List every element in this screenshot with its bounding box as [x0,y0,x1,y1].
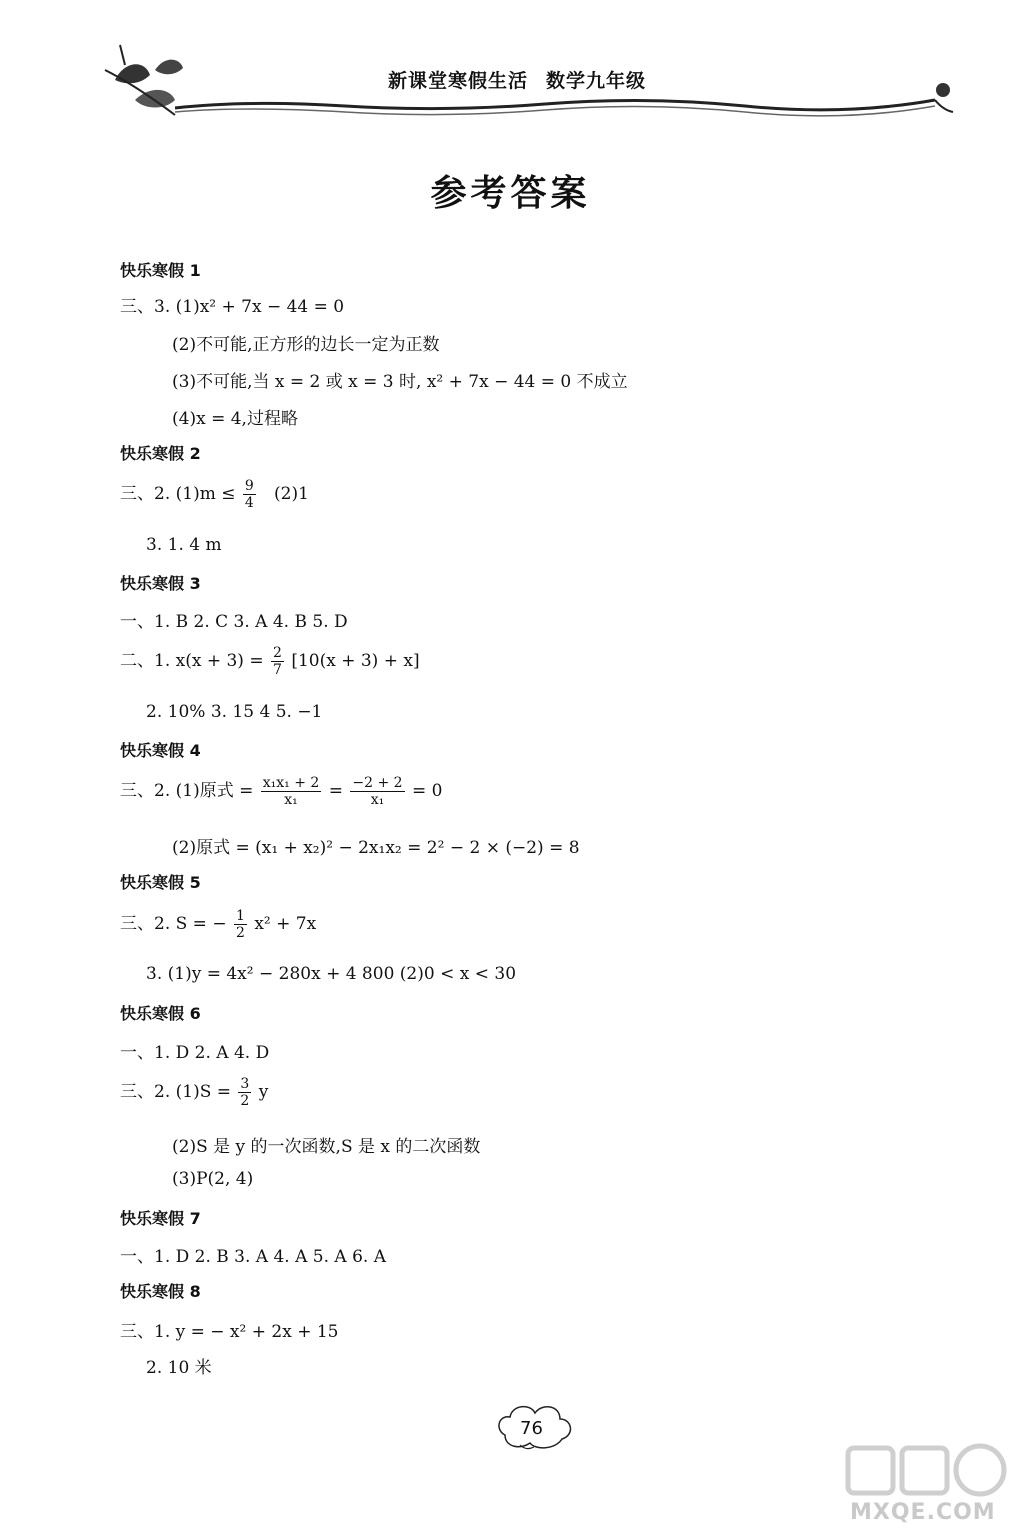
section-title-8: 快乐寒假 8 [120,1282,201,1301]
section-title-7: 快乐寒假 7 [120,1209,201,1228]
section-title-4: 快乐寒假 4 [120,741,201,760]
fraction: $\frac{2}{7}$ [273,645,282,679]
section-title-1: 快乐寒假 1 [120,261,201,280]
section-title-6: 快乐寒假 6 [120,1004,201,1023]
answer-line: (2)原式 = (x₁ + x₂)² − 2x₁x₂ = 2² − 2 × (−2) = 8 [172,838,580,858]
answer-line: 3. (1)y = 4x² − 280x + 4 800 (2)0 < x < 30 [146,964,517,984]
answer-line: (2)S 是 y 的一次函数,S 是 x 的二次函数 [172,1137,481,1157]
answer-line: 三、2. S = − $\frac{1}{2}$ x² + 7x [120,908,317,942]
page-number: 76 [520,1418,543,1439]
fraction: $\frac{9}{4}$ [244,478,254,512]
page-title: 参考答案 [430,173,591,214]
fraction: $\frac{3}{2}$ [240,1076,250,1110]
answer-line: (2)不可能,正方形的边长一定为正数 [172,335,440,355]
answer-line: (3)不可能,当 x = 2 或 x = 3 时, x² + 7x − 44 = 0 不成立 [172,372,628,392]
section-title-3: 快乐寒假 3 [120,574,201,593]
answer-line: 三、2. (1)m ≤ $\frac{9}{4}$ (2)1 [120,478,309,512]
answer-line: 2. 10 米 [146,1358,212,1378]
answer-line: 二、1. x(x + 3) = $\frac{2}{7}$ [10(x + 3) + x] [120,645,420,679]
answer-line: 一、1. B 2. C 3. A 4. B 5. D [120,612,348,632]
answer-line: 三、2. (1)原式 = $\frac{\text{x₁x₁ + 2}}{\text{x₁}}$ = $\frac{-2 + 2}{\text{x₁}}$ = 0 [120,775,443,809]
answer-line: (4)x = 4,过程略 [172,409,298,429]
answer-line: 2. 10% 3. 15 4 5. −1 [146,702,323,722]
answer-line: 一、1. D 2. A 4. D [120,1043,270,1063]
subject: 数学九年级 [546,70,647,92]
answer-line: 三、1. y = − x² + 2x + 15 [120,1322,339,1342]
fraction: $\frac{-2 + 2}{\text{x₁}}$ [352,775,403,809]
fraction: $\frac{\text{x₁x₁ + 2}}{\text{x₁}}$ [262,775,320,809]
answer-line: 3. 1. 4 m [146,535,222,555]
book-title: 新课堂寒假生活 [388,70,529,92]
answer-line: (3)P(2, 4) [172,1169,254,1189]
header-title [388,66,646,93]
section-title-5: 快乐寒假 5 [120,873,201,892]
fraction: $\frac{1}{2}$ [235,908,245,942]
answer-line: 一、1. D 2. B 3. A 4. A 5. A 6. A [120,1247,386,1267]
answer-line: 三、3. (1)x² + 7x − 44 = 0 [120,297,345,317]
watermark-text: MXQE.COM [850,1500,996,1525]
answer-line: 三、2. (1)S = $\frac{3}{2}$ y [120,1076,269,1110]
section-title-2: 快乐寒假 2 [120,444,201,463]
